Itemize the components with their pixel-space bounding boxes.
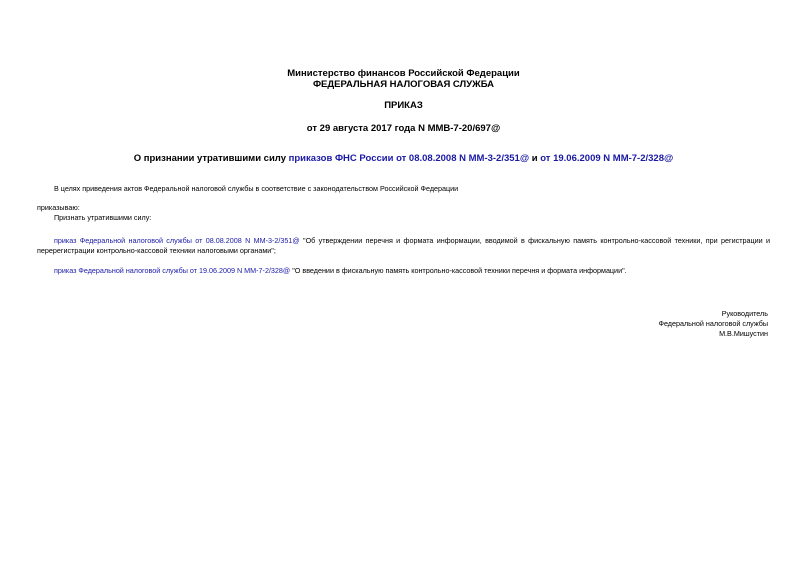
service-name: ФЕДЕРАЛЬНАЯ НАЛОГОВАЯ СЛУЖБА bbox=[312, 79, 495, 90]
title-link-order-2009[interactable]: от 19.06.2009 N ММ-7-2/328@ bbox=[540, 153, 674, 164]
title-prefix: О признании утратившими силу bbox=[133, 153, 289, 164]
document-type: ПРИКАЗ bbox=[384, 100, 423, 111]
ministry-name: Министерство финансов Российской Федерации bbox=[287, 68, 520, 79]
signature-name: М.В.Мишустин bbox=[719, 329, 768, 338]
title-middle: и bbox=[529, 153, 541, 164]
intro-paragraph: В целях приведения актов Федеральной налоговой службы в соответствие с законодательством Российской Федерации bbox=[54, 184, 459, 193]
list-item-order-2009 bbox=[54, 266, 627, 275]
document-title bbox=[0, 153, 807, 164]
item-link-order-2009[interactable]: приказ Федеральной налоговой службы от 19.06.2009 N ММ-7-2/328@ bbox=[54, 266, 291, 275]
signature-organization: Федеральной налоговой службы bbox=[658, 319, 768, 328]
signature-position: Руководитель bbox=[721, 309, 768, 318]
order-word: приказываю: bbox=[37, 203, 80, 212]
document-date-number: от 29 августа 2017 года N ММВ-7-20/697@ bbox=[306, 123, 501, 134]
item-text-order-2008: "Об утверждении перечня и формата информации, вводимой в фискальную память контрольно-кассовой техники, при регистрации и перерегистрации контрольно-кассовой техники налоговыми органами"; bbox=[37, 236, 770, 255]
item-text-order-2009: "О введении в фискальную память контрольно-кассовой техники перечня и формата информации". bbox=[290, 266, 627, 275]
list-item-order-2008 bbox=[37, 236, 770, 255]
declare-paragraph: Признать утратившими силу: bbox=[54, 213, 152, 222]
item-link-order-2008[interactable]: приказ Федеральной налоговой службы от 08.08.2008 N ММ-3-2/351@ bbox=[54, 236, 300, 245]
title-link-order-2008[interactable]: приказов ФНС России от 08.08.2008 N ММ-3-2/351@ bbox=[288, 153, 530, 164]
